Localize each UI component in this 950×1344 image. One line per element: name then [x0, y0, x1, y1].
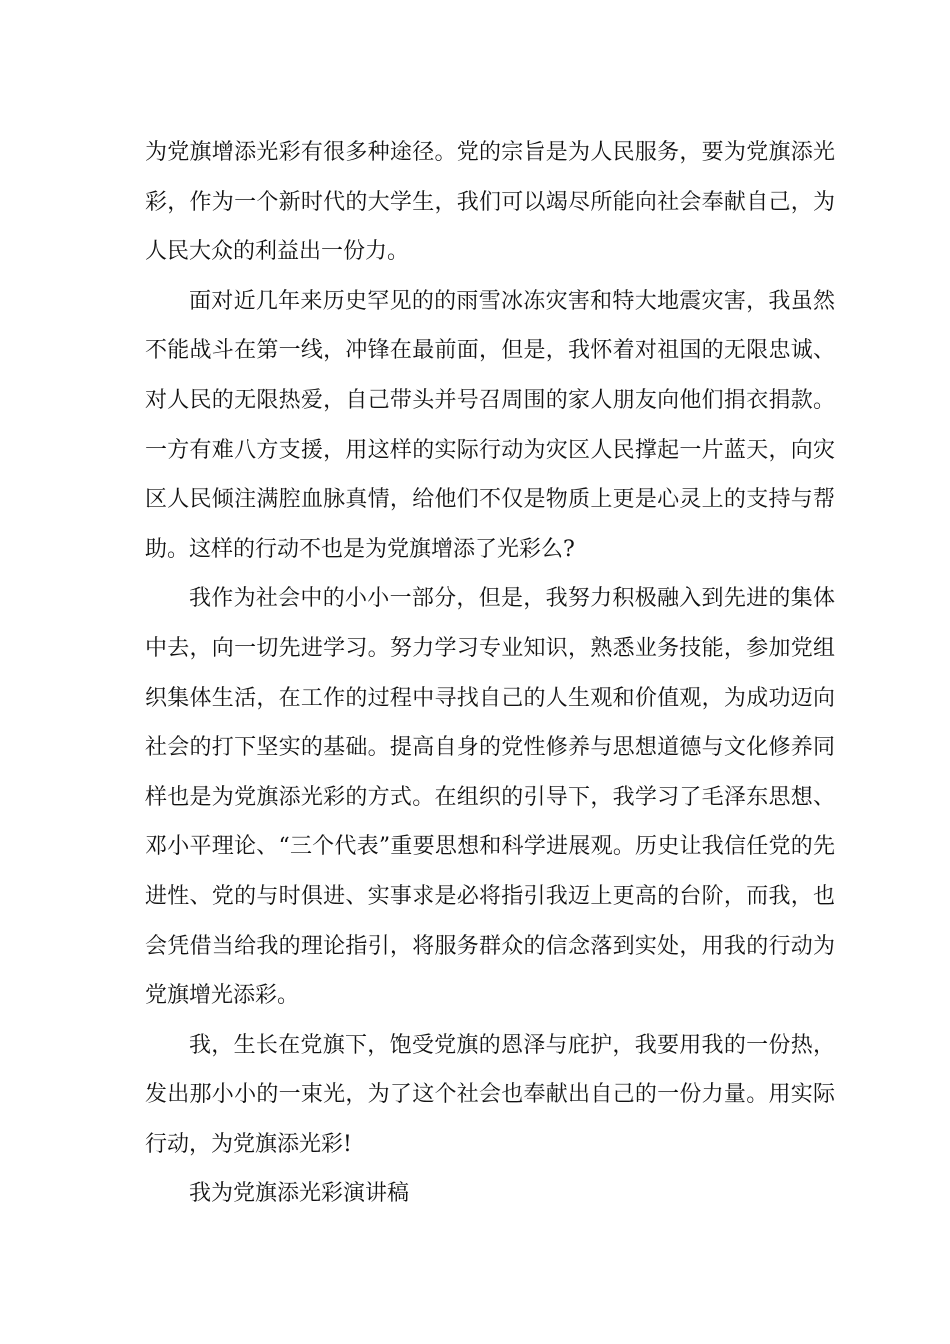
document-heading-next: 我为党旗添光彩演讲稿	[189, 1181, 410, 1207]
paragraph-1: 为党旗增添光彩有很多种途径。党的宗旨是为人民服务，要为党旗添光彩，作为一个新时代的大学生，我们可以竭尽所能向社会奉献自己，为人民大众的利益出一份力。	[145, 140, 835, 265]
paragraph-3: 我作为社会中的小小一部分，但是，我努力积极融入到先进的集体中去，向一切先进学习。努力学习专业知识，熟悉业务技能，参加党组织集体生活，在工作的过程中寻找自己的人生观和价值观，为成功迈向社会的打下坚实的基础。提高自身的党性修养与思想道德与文化修养同样也是为党旗添光彩的方式。在组织的引导下，我学习了毛泽东思想、邓小平理论、“三个代表”重要思想和科学进展观。历史让我信任党的先进性、党的与时俱进、实事求是必将指引我迈上更高的台阶，而我，也会凭借当给我的理论指引，将服务群众的信念落到实处，用我的行动为党旗增光添彩。	[145, 586, 835, 1009]
paragraph-4: 我，生长在党旗下，饱受党旗的恩泽与庇护，我要用我的一份热，发出那小小的一束光，为了这个社会也奉献出自己的一份力量。用实际行动，为党旗添光彩!	[145, 1032, 835, 1157]
document-body	[145, 128, 835, 1219]
paragraph-2: 面对近几年来历史罕见的的雨雪冰冻灾害和特大地震灾害，我虽然不能战斗在第一线，冲锋在最前面，但是，我怀着对祖国的无限忠诚、对人民的无限热爱，自己带头并号召周围的家人朋友向他们捐衣捐款。一方有难八方支援，用这样的实际行动为灾区人民撑起一片蓝天，向灾区人民倾注满腔血脉真情，给他们不仅是物质上更是心灵上的支持与帮助。这样的行动不也是为党旗增添了光彩么?	[145, 288, 835, 562]
